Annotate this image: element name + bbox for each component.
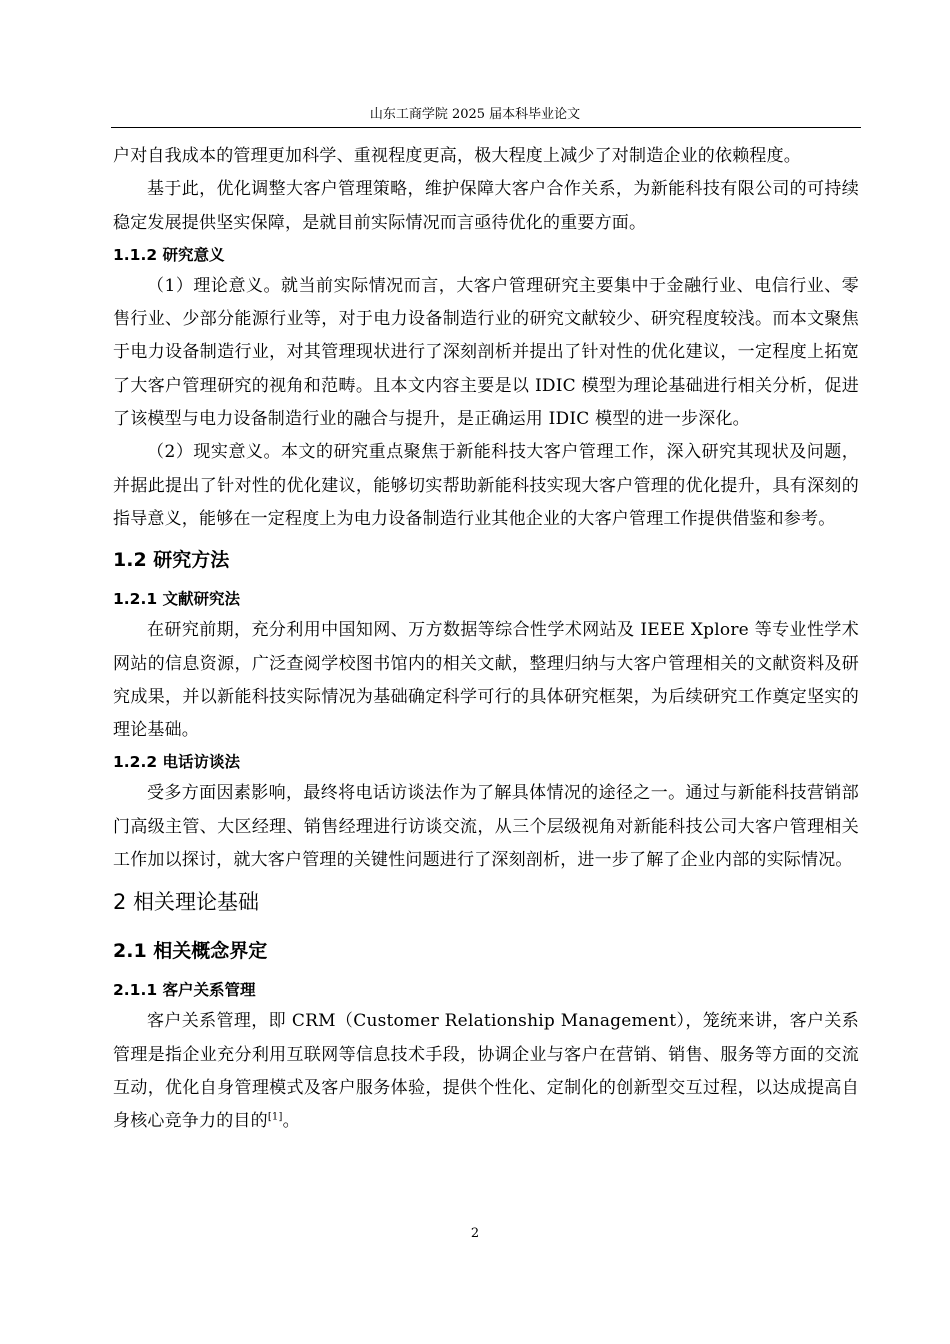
section-heading-2-1: 2.1 相关概念界定 xyxy=(113,940,268,963)
page-body xyxy=(113,140,859,1139)
paragraph: （1）理论意义。就当前实际情况而言，大客户管理研究主要集中于金融行业、电信行业、零售行业、少部分能源行业等，对于电力设备制造行业的研究文献较少、研究程度较浅。而本文聚焦于电力设备制造行业，对其管理现状进行了深刻剖析并提出了针对性的优化建议，一定程度上拓宽了大客户管理研究的视角和范畴。且本文内容主要是以 IDIC 模型为理论基础进行相关分析，促进了该模型与电力设备制造行业的融合与提升，是正确运用 IDIC 模型的进一步深化。 xyxy=(113,275,859,430)
paragraph-end: 。 xyxy=(282,1111,300,1132)
paragraph: 受多方面因素影响，最终将电话访谈法作为了解具体情况的途径之一。通过与新能科技营销部门高级主管、大区经理、销售经理进行访谈交流，从三个层级视角对新能科技公司大客户管理相关工作加以探讨，就大客户管理的关键性问题进行了深刻剖析，进一步了解了企业内部的实际情况。 xyxy=(113,783,859,871)
section-heading-1-1-2: 1.1.2 研究意义 xyxy=(113,245,225,264)
paragraph: 在研究前期，充分利用中国知网、万方数据等综合性学术网站及 IEEE Xplore 等专业性学术网站的信息资源，广泛查阅学校图书馆内的相关文献，整理归纳与大客户管理相关的文献资料及研究成果，并以新能科技实际情况为基础确定科学可行的具体研究框架，为后续研究工作奠定坚实的理论基础。 xyxy=(113,620,859,741)
paragraph: （2）现实意义。本文的研究重点聚焦于新能科技大客户管理工作，深入研究其现状及问题，并据此提出了针对性的优化建议，能够切实帮助新能科技实现大客户管理的优化提升，具有深刻的指导意义，能够在一定程度上为电力设备制造行业其他企业的大客户管理工作提供借鉴和参考。 xyxy=(113,442,859,529)
section-heading-1-2-1: 1.2.1 文献研究法 xyxy=(113,590,241,609)
paragraph: 基于此，优化调整大客户管理策略，维护保障大客户合作关系，为新能科技有限公司的可持续稳定发展提供坚实保障，是就目前实际情况而言亟待优化的重要方面。 xyxy=(113,179,859,233)
paragraph-with-citation xyxy=(113,1005,859,1138)
chapter-heading-2: 2 相关理论基础 xyxy=(113,890,260,915)
section-heading-1-2: 1.2 研究方法 xyxy=(113,549,230,572)
citation-ref[interactable]: [1] xyxy=(267,1111,283,1123)
paragraph-continued: 户对自我成本的管理更加科学、重视程度更高，极大程度上减少了对制造企业的依赖程度。 xyxy=(113,146,801,166)
section-heading-1-2-2: 1.2.2 电话访谈法 xyxy=(113,753,241,772)
header-divider xyxy=(111,127,861,128)
page-number: 2 xyxy=(470,1226,480,1241)
running-header: 山东工商学院 2025 届本科毕业论文 xyxy=(369,107,581,122)
section-heading-2-1-1: 2.1.1 客户关系管理 xyxy=(113,981,256,1000)
paragraph-text: 客户关系管理，即 CRM（Customer Relationship Management），笼统来讲，客户关系管理是指企业充分利用互联网等信息技术手段，协调企业与客户在营销、销售、服务等方面的交流互动，优化自身管理模式及客户服务体验，提供个性化、定制化的创新型交互过程，以达成提高自身核心竞争力的目的 xyxy=(113,1011,859,1132)
